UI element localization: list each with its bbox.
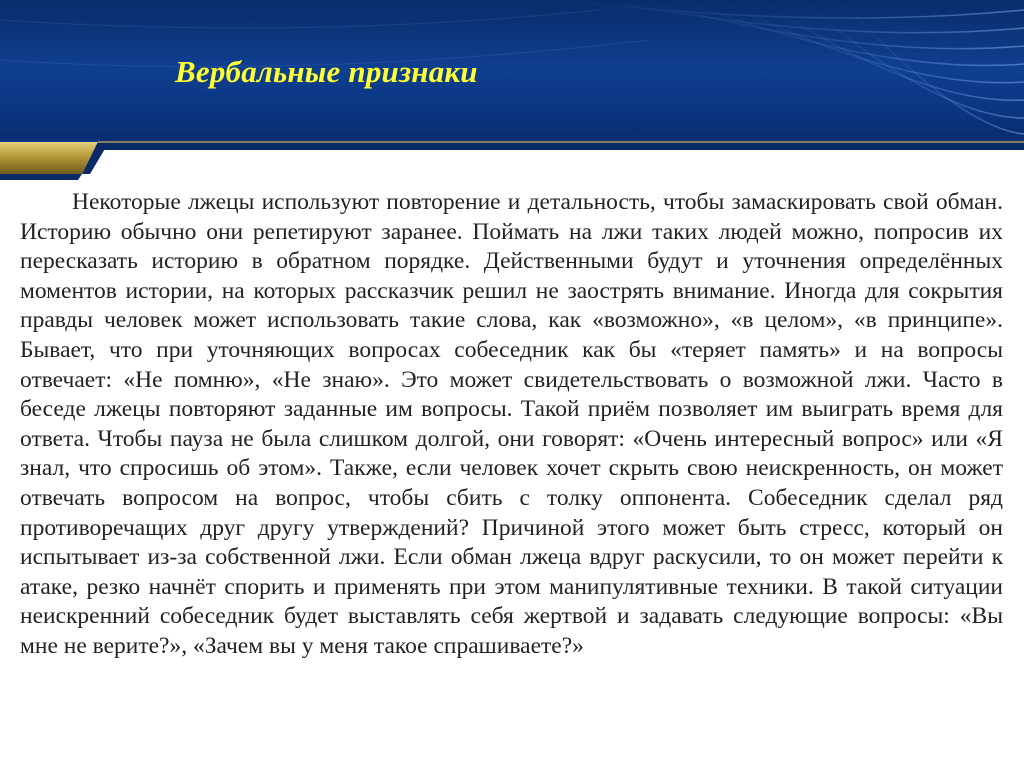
header-light-streaks — [0, 0, 1024, 150]
slide-title: Вербальные признаки — [175, 54, 478, 89]
gold-stripe — [0, 134, 1024, 184]
body-paragraph: Некоторые лжецы используют повторение и детальность, чтобы замаскировать свой обман. Историю обычно они репетируют заранее. Поймать на лжи таких людей можно, попросив их пересказать историю в обратном порядке. Действенными будут и уточнения определённых моментов истории, на которых рассказчик решил не заострять внимание. Иногда для сокрытия правды человек может использовать такие слова, как «возможно», «в целом», «в принципе». Бывает, что при уточняющих вопросах собеседник как бы «теряет память» и на вопросы отвечает: «Не помню», «Не знаю». Это может свидетельствовать о возможной лжи. Часто в беседе лжецы повторяют заданные им вопросы. Такой приём позволяет им выиграть время для ответа. Чтобы пауза не была слишком долгой, они говорят: «Очень интересный вопрос» или «Я знал, что спросишь об этом». Также, если человек хочет скрыть свою неискренность, он может отвечать вопросом на вопрос, чтобы сбить с толку оппонента. Собеседник сделал ряд противоречащих друг другу утверждений? Причиной этого может быть стресс, который он испытывает из-за собственной лжи. Если обман лжеца вдруг раскусили, то он может перейти к атаке, резко начнёт спорить и применять при этом манипулятивные техники. В такой ситуации неискренний собеседник будет выставлять себя жертвой и задавать следующие вопросы: «Вы мне не верите?», «Зачем вы у меня такое спрашиваете?» — [20, 189, 1003, 659]
